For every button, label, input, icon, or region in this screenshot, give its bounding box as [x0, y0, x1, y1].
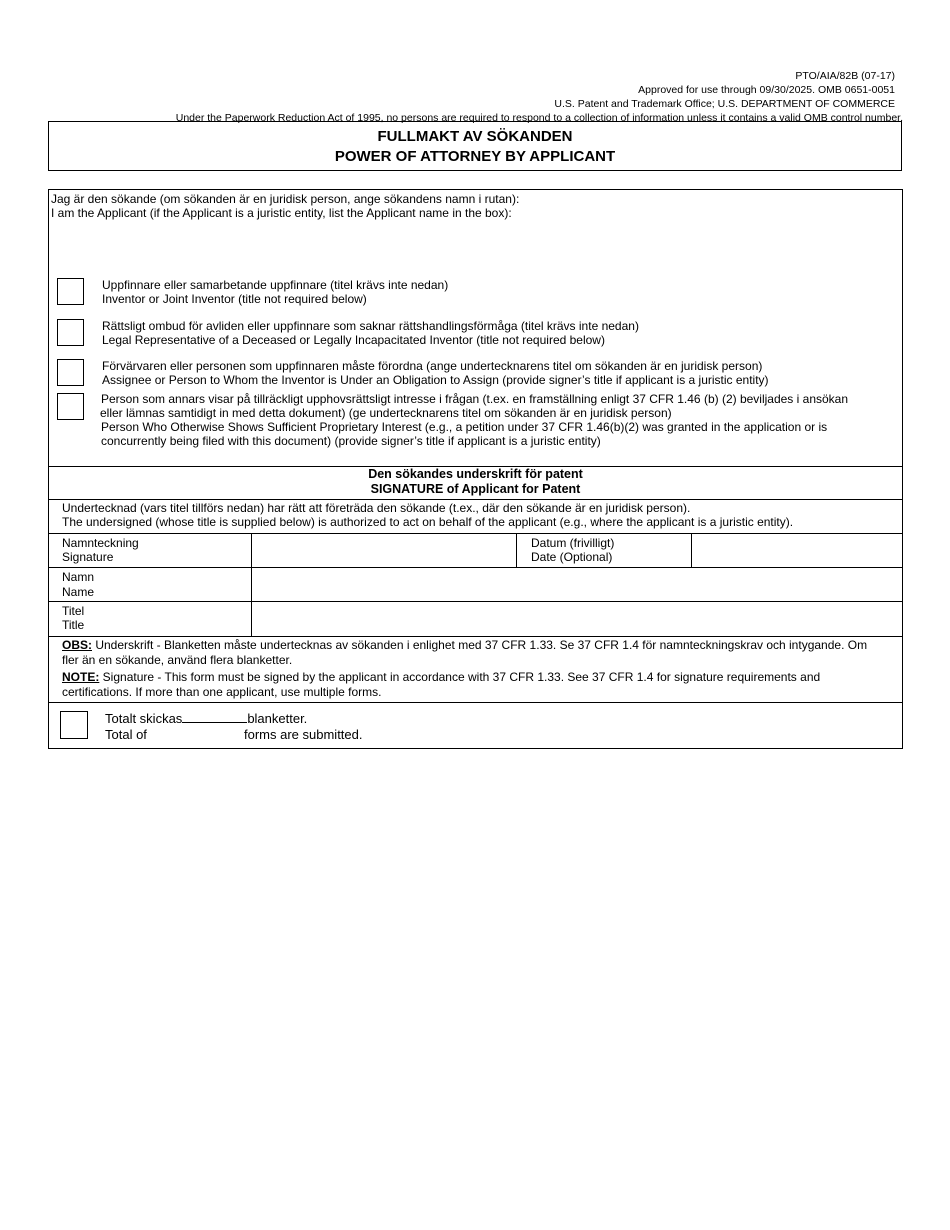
option-inventor — [102, 278, 448, 306]
note-text-2: certifications. If more than one applicant, use multiple forms. — [62, 685, 382, 699]
signature-heading-sv: Den sökandes underskrift för patent — [368, 467, 583, 481]
signature-input[interactable] — [252, 534, 516, 567]
name-input[interactable] — [252, 568, 902, 601]
date-label — [531, 536, 614, 564]
title-sv: FULLMAKT AV SÖKANDEN — [377, 128, 573, 145]
obs-text-1: Underskrift - Blanketten måste undertecknas av sökanden i enlighet med 37 CFR 1.33. Se 37 CFR 1.4 för namnteckningskrav och intygande. Om — [92, 638, 868, 652]
obs-text-2: fler än en sökande, använd flera blanketter. — [62, 653, 293, 667]
note-label: NOTE: — [62, 670, 100, 684]
option-legal-representative-en: Legal Representative of a Deceased or Legally Incapacitated Inventor (title not required below) — [102, 333, 605, 347]
option-assignee-en: Assignee or Person to Whom the Inventor is Under an Obligation to Assign (provide signer’s title if applicant is a juristic entity) — [102, 373, 769, 387]
signature-heading-en: SIGNATURE of Applicant for Patent — [370, 482, 581, 496]
option-inventor-en: Inventor or Joint Inventor (title not required below) — [102, 292, 367, 306]
signature-label-en: Signature — [62, 550, 114, 564]
applicant-intro-en: I am the Applicant (if the Applicant is a juristic entity, list the Applicant name in the box): — [51, 206, 512, 220]
total-sv-prefix: Totalt skickas — [105, 711, 183, 726]
title-input[interactable] — [252, 602, 902, 635]
option-proprietary-interest-sv-1: Person som annars visar på tillräckligt upphovsrättsligt intresse i frågan (t.ex. en framställning enligt 37 CFR 1.46 (b) (2) beviljades i ansökan — [101, 392, 849, 406]
authority-statement — [62, 501, 793, 529]
total-count-blank[interactable] — [182, 710, 247, 723]
assignee-checkbox[interactable] — [57, 359, 84, 386]
option-assignee — [102, 359, 769, 387]
paperwork-notice: Under the Paperwork Reduction Act of 1995, no persons are required to respond to a collection of information unless it contains a valid OMB control number. — [175, 112, 903, 124]
total-en-suffix: forms are submitted. — [244, 727, 363, 742]
option-proprietary-interest — [101, 392, 848, 448]
authority-statement-sv: Undertecknad (vars titel tillförs nedan) har rätt att företräda den sökande (t.ex., där den sökande är en juridisk person). — [62, 501, 691, 515]
total-forms-checkbox[interactable] — [60, 711, 88, 739]
form-id: PTO/AIA/82B (07-17) — [795, 70, 895, 82]
name-label-sv: Namn — [62, 570, 95, 584]
option-proprietary-interest-sv-2: eller lämnas samtidigt in med detta dokument) (ge undertecknarens titel om sökanden är en juridisk person) — [100, 406, 672, 420]
date-label-sv: Datum (frivilligt) — [531, 536, 615, 550]
obs-note — [62, 638, 892, 668]
option-inventor-sv: Uppfinnare eller samarbetande uppfinnare (titel krävs inte nedan) — [102, 278, 449, 292]
divider — [49, 499, 902, 500]
signature-label — [62, 536, 139, 564]
total-sv-suffix: blanketter. — [247, 711, 308, 726]
signature-heading — [49, 467, 902, 497]
divider — [49, 702, 902, 703]
approval-line: Approved for use through 09/30/2025. OMB 0651-0051 — [638, 84, 895, 96]
authority-statement-en: The undersigned (whose title is supplied below) is authorized to act on behalf of the applicant (e.g., where the applicant is a juristic entity). — [62, 515, 794, 529]
option-proprietary-interest-en-1: Person Who Otherwise Shows Sufficient Proprietary Interest (e.g., a petition under 37 CFR 1.46(b)(2) was granted in the application or is — [101, 420, 828, 434]
divider — [49, 636, 902, 637]
total-forms — [105, 710, 363, 743]
total-en-prefix: Total of — [105, 727, 147, 742]
form-header — [175, 69, 903, 125]
divider — [516, 533, 517, 567]
date-label-en: Date (Optional) — [531, 550, 613, 564]
option-assignee-sv: Förvärvaren eller personen som uppfinnaren måste förordna (ange undertecknarens titel om sökanden är en juridisk person) — [102, 359, 763, 373]
option-legal-representative — [102, 319, 639, 347]
signature-label-sv: Namnteckning — [62, 536, 139, 550]
title-en: POWER OF ATTORNEY BY APPLICANT — [334, 148, 616, 165]
inventor-checkbox[interactable] — [57, 278, 84, 305]
date-input[interactable] — [692, 534, 902, 567]
title-label — [62, 604, 84, 632]
applicant-form — [48, 189, 903, 749]
agency-line: U.S. Patent and Trademark Office; U.S. DEPARTMENT OF COMMERCE — [554, 98, 895, 110]
applicant-intro — [51, 192, 519, 220]
signature-note — [62, 670, 892, 700]
applicant-intro-sv: Jag är den sökande (om sökanden är en juridisk person, ange sökandens namn i rutan): — [51, 192, 520, 206]
obs-label: OBS: — [62, 638, 92, 652]
title-label-sv: Titel — [62, 604, 85, 618]
legal-representative-checkbox[interactable] — [57, 319, 84, 346]
title-label-en: Title — [62, 618, 85, 632]
name-label-en: Name — [62, 585, 95, 599]
option-legal-representative-sv: Rättsligt ombud för avliden eller uppfinnare som saknar rättshandlingsförmåga (titel krävs inte nedan) — [102, 319, 639, 333]
name-label — [62, 570, 94, 600]
form-title — [48, 121, 902, 171]
applicant-name-input[interactable] — [56, 224, 895, 267]
proprietary-interest-checkbox[interactable] — [57, 393, 84, 420]
option-proprietary-interest-en-2: concurrently being filed with this document) (provide signer’s title if applicant is a juristic entity) — [101, 434, 601, 448]
note-text-1: Signature - This form must be signed by the applicant in accordance with 37 CFR 1.33. See 37 CFR 1.4 for signature requirements and — [99, 670, 821, 684]
